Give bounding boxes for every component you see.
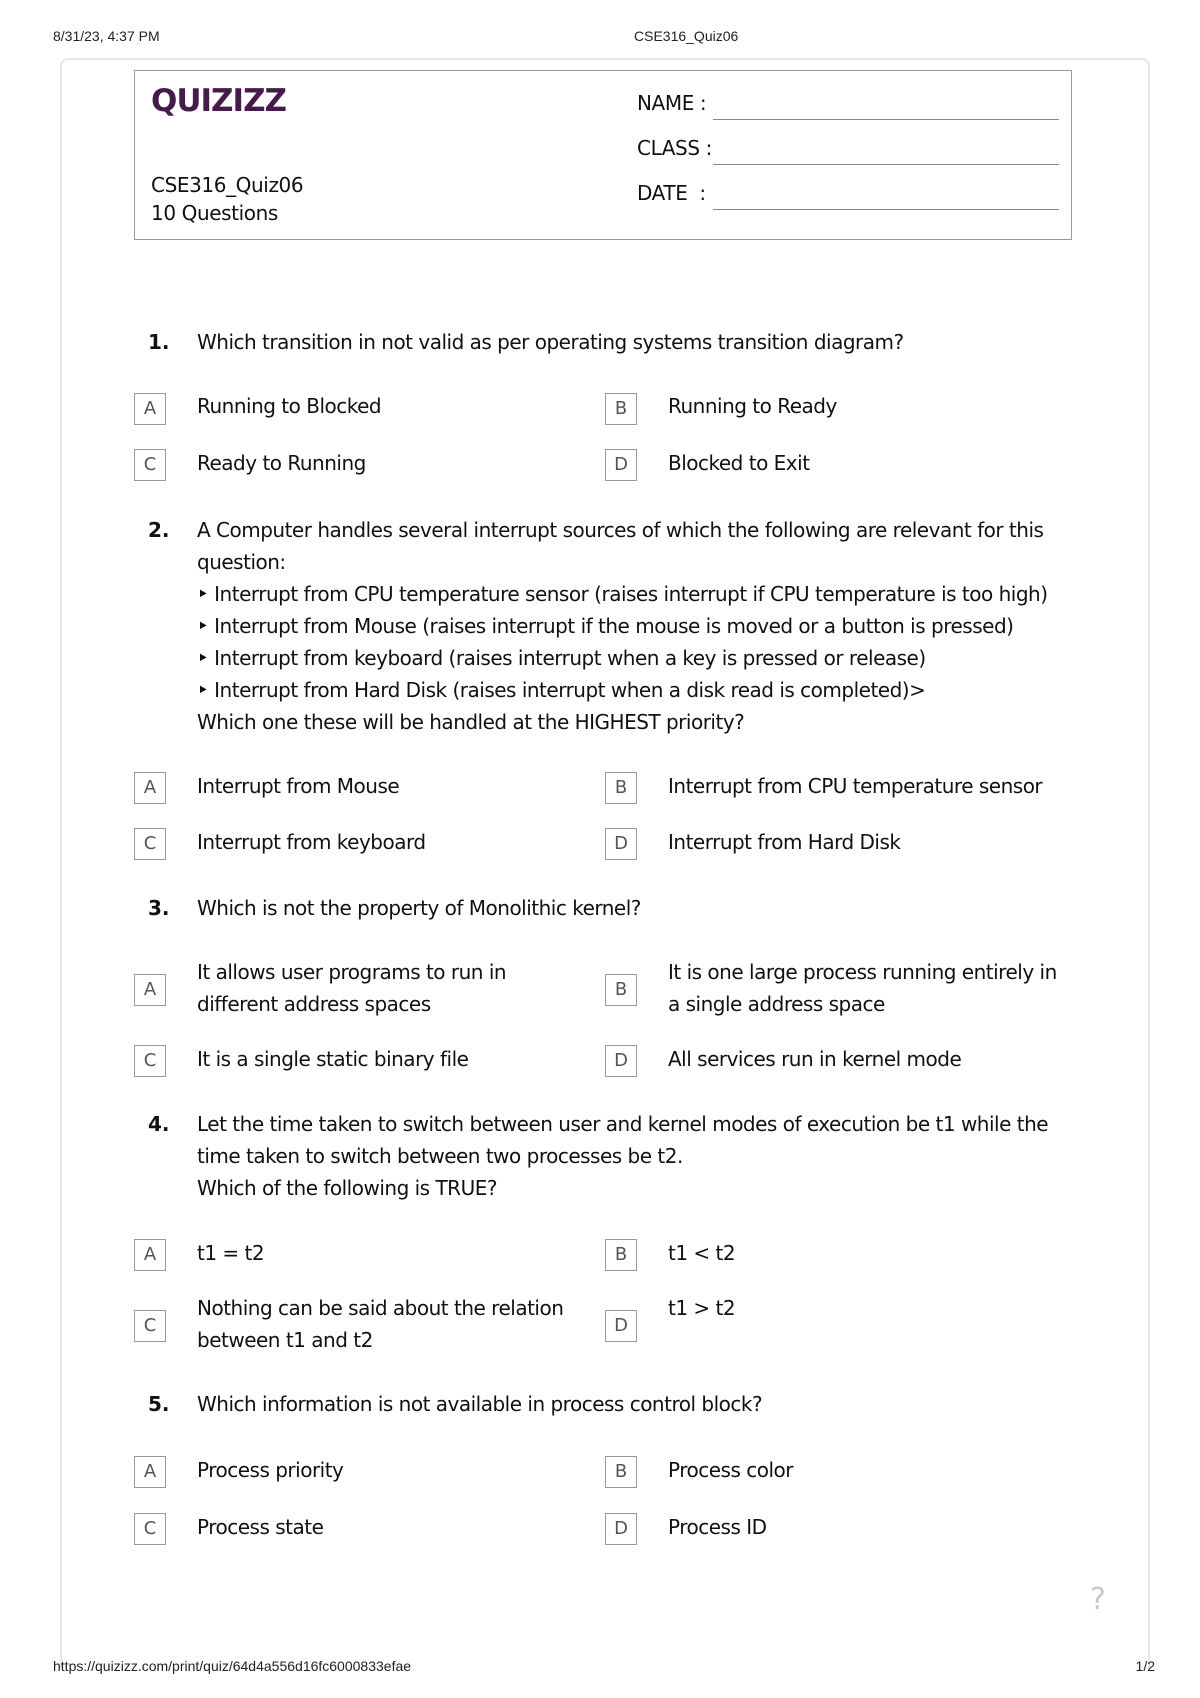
option-line: It is a single static binary file <box>197 1047 469 1071</box>
class-blank-line <box>713 164 1059 165</box>
option-line: t1 = t2 <box>197 1241 265 1265</box>
option-line: Blocked to Exit <box>668 451 810 475</box>
print-header <box>0 28 1200 48</box>
option-line: between t1 and t2 <box>197 1328 373 1352</box>
option-text <box>197 1511 323 1543</box>
option-letter-box: B <box>605 772 637 804</box>
option-text <box>197 447 366 479</box>
option-line: Interrupt from Mouse <box>197 774 400 798</box>
option-text <box>668 390 837 422</box>
page-number: 1/2 <box>1135 1658 1155 1674</box>
option-line: Nothing can be said about the relation <box>197 1296 564 1320</box>
option-line: All services run in kernel mode <box>668 1047 962 1071</box>
option-letter-box: B <box>605 1456 637 1488</box>
quiz-header-box <box>134 70 1072 240</box>
question-count: 10 Questions <box>151 201 278 225</box>
option-line: It is one large process running entirely in <box>668 960 1057 984</box>
question-number: 3. <box>148 896 170 920</box>
help-icon[interactable]: ? <box>1090 1582 1106 1617</box>
option-letter-box: A <box>134 1239 166 1271</box>
option-text <box>197 770 399 802</box>
question-text <box>197 1388 1077 1420</box>
question-line: Which one these will be handled at the HIGHEST priority? <box>197 710 745 734</box>
question-text <box>197 326 1077 358</box>
option-line: Process color <box>668 1458 793 1482</box>
option-line: t1 > t2 <box>668 1296 736 1320</box>
print-url: https://quizizz.com/print/quiz/64d4a556d16fc6000833efae <box>53 1658 412 1674</box>
option-letter-box: B <box>605 393 637 425</box>
option-letter-box: A <box>134 772 166 804</box>
option-letter-box: C <box>134 1310 166 1342</box>
option-letter-box: B <box>605 974 637 1006</box>
question-line: Which is not the property of Monolithic kernel? <box>197 896 641 920</box>
option-text <box>197 1237 264 1269</box>
option-letter-box: C <box>134 1045 166 1077</box>
option-letter-box: A <box>134 974 166 1006</box>
option-letter-box: D <box>605 828 637 860</box>
option-text <box>668 1511 767 1543</box>
quiz-title: CSE316_Quiz06 <box>151 173 304 197</box>
date-label: DATE : <box>637 181 706 205</box>
question-line: ‣ Interrupt from CPU temperature sensor (raises interrupt if CPU temperature is too high) <box>197 582 1048 606</box>
option-line: different address spaces <box>197 992 431 1016</box>
option-letter-box: D <box>605 1513 637 1545</box>
option-letter-box: C <box>134 1513 166 1545</box>
name-blank-line <box>713 119 1059 120</box>
question-number: 2. <box>148 518 170 542</box>
option-line: Running to Blocked <box>197 394 382 418</box>
question-number: 4. <box>148 1112 170 1136</box>
option-text <box>668 770 1042 802</box>
name-label: NAME : <box>637 91 707 115</box>
option-letter-box: A <box>134 393 166 425</box>
option-line: a single address space <box>668 992 885 1016</box>
option-line: Interrupt from CPU temperature sensor <box>668 774 1043 798</box>
option-letter-box: D <box>605 1310 637 1342</box>
print-footer <box>0 1658 1200 1678</box>
option-line: Interrupt from keyboard <box>197 830 426 854</box>
option-text <box>668 826 900 858</box>
option-text <box>197 1043 468 1075</box>
option-line: Process priority <box>197 1458 344 1482</box>
quiz-sheet <box>60 58 1150 1668</box>
question-text <box>197 1108 1077 1204</box>
question-text <box>197 514 1077 738</box>
option-letter-box: D <box>605 1045 637 1077</box>
question-line: ‣ Interrupt from Hard Disk (raises interrupt when a disk read is completed)> <box>197 678 926 702</box>
date-blank-line <box>713 209 1059 210</box>
question-number: 5. <box>148 1392 170 1416</box>
option-text <box>668 1292 735 1324</box>
option-letter-box: C <box>134 828 166 860</box>
question-line: ‣ Interrupt from Mouse (raises interrupt if the mouse is moved or a button is pressed) <box>197 614 1014 638</box>
question-text <box>197 892 1077 924</box>
option-line: Ready to Running <box>197 451 366 475</box>
option-text <box>197 390 381 422</box>
option-text <box>668 1237 735 1269</box>
option-letter-box: B <box>605 1239 637 1271</box>
option-line: Process ID <box>668 1515 767 1539</box>
question-number: 1. <box>148 330 170 354</box>
class-field <box>637 136 1057 166</box>
question-line: Which information is not available in process control block? <box>197 1392 763 1416</box>
option-text <box>668 956 1057 1020</box>
option-text <box>668 1043 961 1075</box>
option-line: t1 < t2 <box>668 1241 736 1265</box>
option-letter-box: D <box>605 449 637 481</box>
option-text <box>668 447 810 479</box>
option-line: Process state <box>197 1515 324 1539</box>
question-line: Let the time taken to switch between user and kernel modes of execution be t1 while the <box>197 1112 1049 1136</box>
print-title: CSE316_Quiz06 <box>634 28 739 44</box>
option-letter-box: C <box>134 449 166 481</box>
option-text <box>668 1454 793 1486</box>
question-line: question: <box>197 550 286 574</box>
question-line: Which of the following is TRUE? <box>197 1176 497 1200</box>
class-label: CLASS : <box>637 136 712 160</box>
option-line: Running to Ready <box>668 394 837 418</box>
option-line: It allows user programs to run in <box>197 960 507 984</box>
option-text <box>197 826 426 858</box>
date-field <box>637 181 1057 211</box>
question-line: Which transition in not valid as per operating systems transition diagram? <box>197 330 904 354</box>
option-line: Interrupt from Hard Disk <box>668 830 901 854</box>
question-line: time taken to switch between two processes be t2. <box>197 1144 683 1168</box>
name-field <box>637 91 1057 121</box>
print-date: 8/31/23, 4:37 PM <box>53 28 160 44</box>
question-line: ‣ Interrupt from keyboard (raises interrupt when a key is pressed or release) <box>197 646 926 670</box>
question-line: A Computer handles several interrupt sources of which the following are relevant for this <box>197 518 1044 542</box>
option-text <box>197 1454 343 1486</box>
option-letter-box: A <box>134 1456 166 1488</box>
option-text <box>197 1292 563 1356</box>
quizizz-logo: QUIZIZZ <box>151 83 287 119</box>
option-text <box>197 956 506 1020</box>
